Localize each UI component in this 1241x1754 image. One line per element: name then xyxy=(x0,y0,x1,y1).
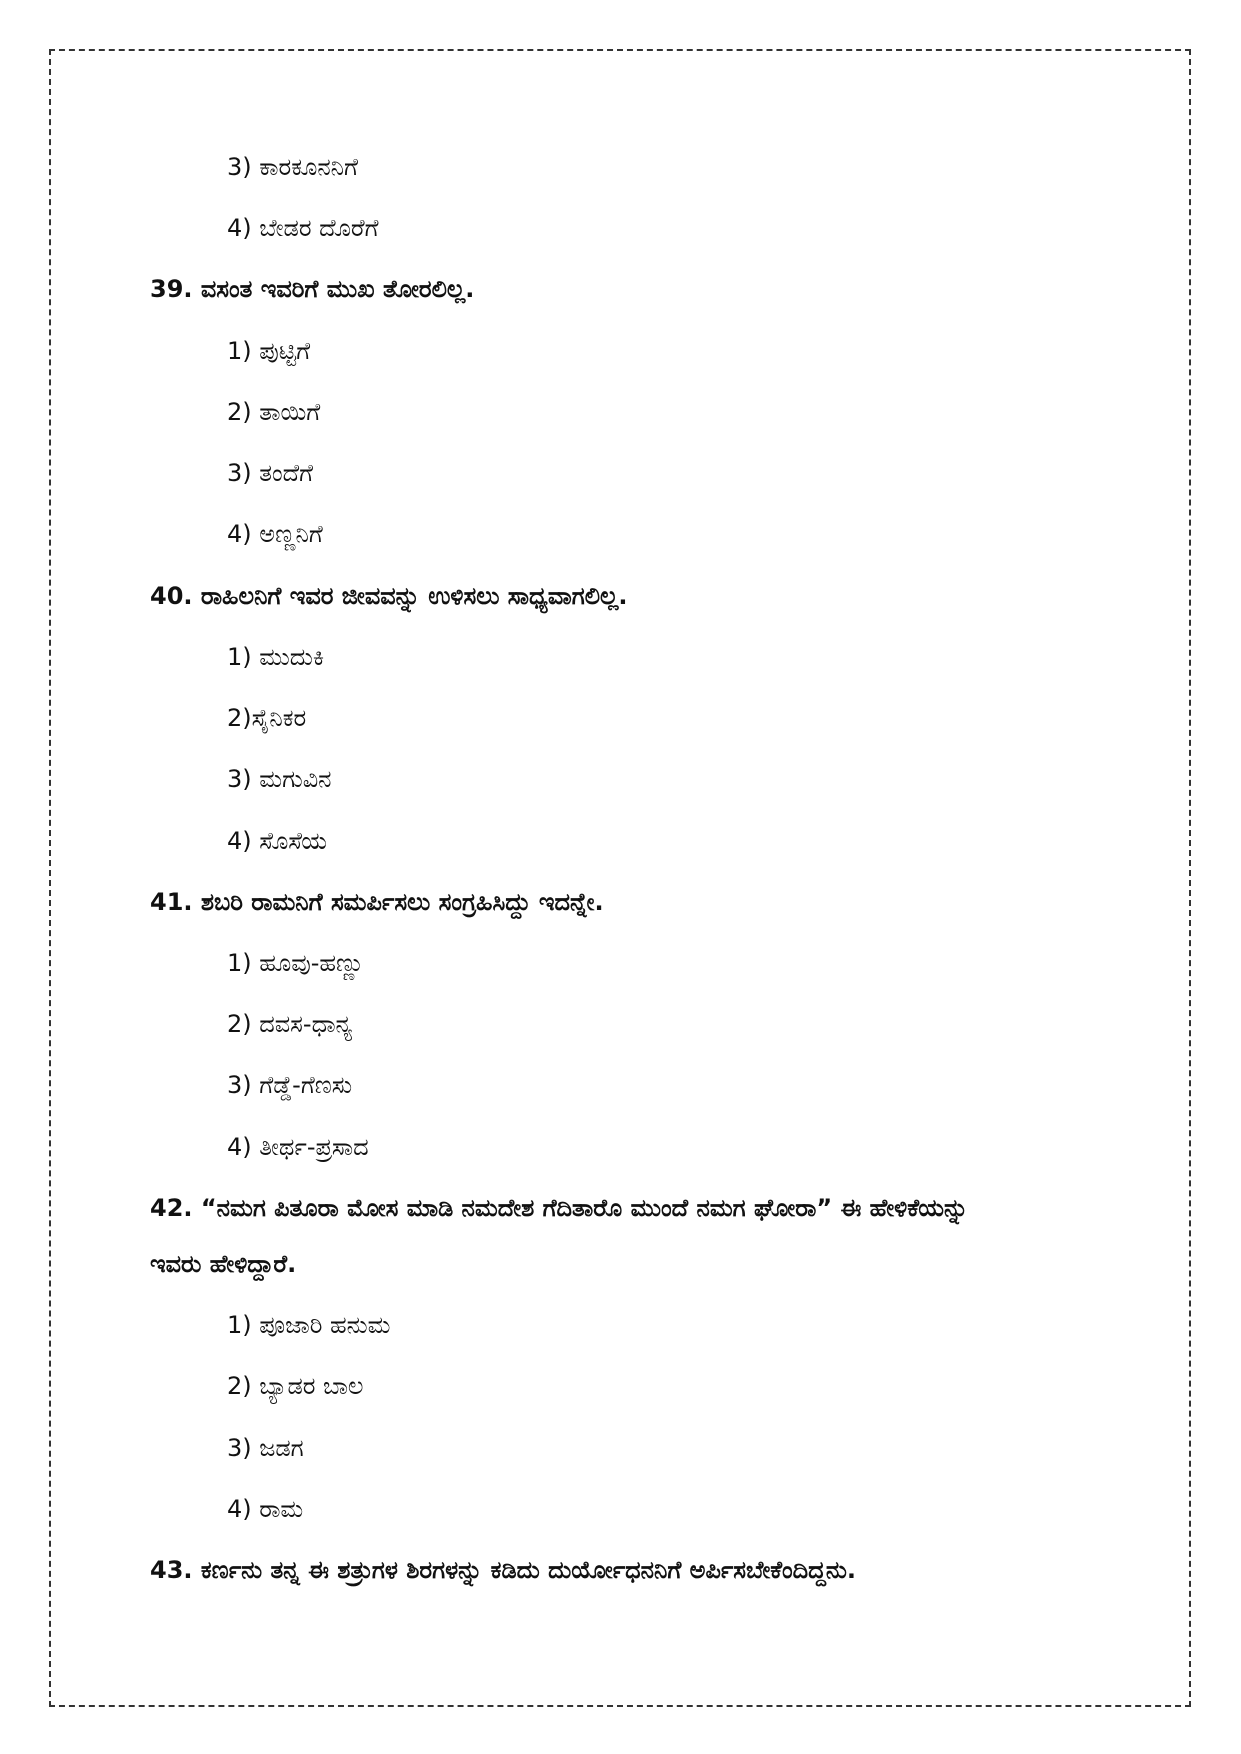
q42-option-3: 3) ಜಡಗ xyxy=(227,1434,304,1462)
question-number: 42. xyxy=(150,1194,193,1222)
question-number: 39. xyxy=(150,275,193,303)
question-number: 41. xyxy=(150,888,193,916)
question-number: 43. xyxy=(150,1556,193,1584)
question-text: ರಾಹಿಲನಿಗೆ ಇವರ ಜೀವವನ್ನು ಉಳಿಸಲು ಸಾಧ್ಯವಾಗಲಿಲ್ಲ. xyxy=(200,582,628,610)
question-42 xyxy=(150,1196,968,1220)
option-3-prev: 3) ಕಾರಕೂನನಿಗೆ xyxy=(227,153,358,181)
q42-option-2: 2) ಬ್ಯಾಡರ ಬಾಲ xyxy=(227,1372,364,1400)
q39-option-2: 2) ತಾಯಿಗೆ xyxy=(227,398,321,426)
q41-option-4: 4) ತೀರ್ಥ-ಪ್ರಸಾದ xyxy=(227,1133,369,1161)
q41-option-3: 3) ಗೆಡ್ಡೆ-ಗೆಣಸು xyxy=(227,1071,353,1099)
q40-option-2: 2)ಸೈನಿಕರ xyxy=(227,704,307,732)
q40-option-4: 4) ಸೊಸೆಯ xyxy=(227,827,327,855)
q40-option-1: 1) ಮುದುಕಿ xyxy=(227,643,325,671)
question-text: “ನಮಗ ಪಿತೂರಾ ಮೋಸ ಮಾಡಿ ನಮದೇಶ ಗೆದಿತಾರೊ ಮುಂದೆ ನಮಗ ಘೋರಾ” ಈ ಹೇಳಿಕೆಯನ್ನು xyxy=(200,1194,969,1222)
q41-option-2: 2) ದವಸ-ಧಾನ್ಯ xyxy=(227,1010,353,1038)
option-4-prev: 4) ಬೇಡರ ದೊರೆಗೆ xyxy=(227,214,379,242)
question-39 xyxy=(150,277,474,301)
q39-option-1: 1) ಪುಟ್ಟಿಗೆ xyxy=(227,337,311,365)
question-text: ವಸಂತ ಇವರಿಗೆ ಮುಖ ತೋರಲಿಲ್ಲ. xyxy=(200,275,475,303)
q42-option-1: 1) ಪೂಜಾರಿ ಹನುಮ xyxy=(227,1311,391,1339)
question-40 xyxy=(150,584,628,608)
q42-option-4: 4) ರಾಮ xyxy=(227,1495,304,1523)
question-text: ಶಬರಿ ರಾಮನಿಗೆ ಸಮರ್ಪಿಸಲು ಸಂಗ್ರಹಿಸಿದ್ದು ಇದನ್ನೇ. xyxy=(200,888,604,916)
question-43 xyxy=(150,1558,856,1582)
q39-option-3: 3) ತಂದೆಗೆ xyxy=(227,459,314,487)
q40-option-3: 3) ಮಗುವಿನ xyxy=(227,765,332,793)
question-42-continuation: ಇವರು ಹೇಳಿದ್ದಾರೆ. xyxy=(150,1250,297,1278)
question-41 xyxy=(150,890,604,914)
q41-option-1: 1) ಹೂವು-ಹಣ್ಣು xyxy=(227,949,365,977)
question-number: 40. xyxy=(150,582,193,610)
question-text: ಕರ್ಣನು ತನ್ನ ಈ ಶತ್ರುಗಳ ಶಿರಗಳನ್ನು ಕಡಿದು ದುರ್ಯೋಧನನಿಗೆ ಅರ್ಪಿಸಬೇಕೆಂದಿದ್ದನು. xyxy=(200,1556,856,1584)
q39-option-4: 4) ಅಣ್ಣನಿಗೆ xyxy=(227,520,323,548)
